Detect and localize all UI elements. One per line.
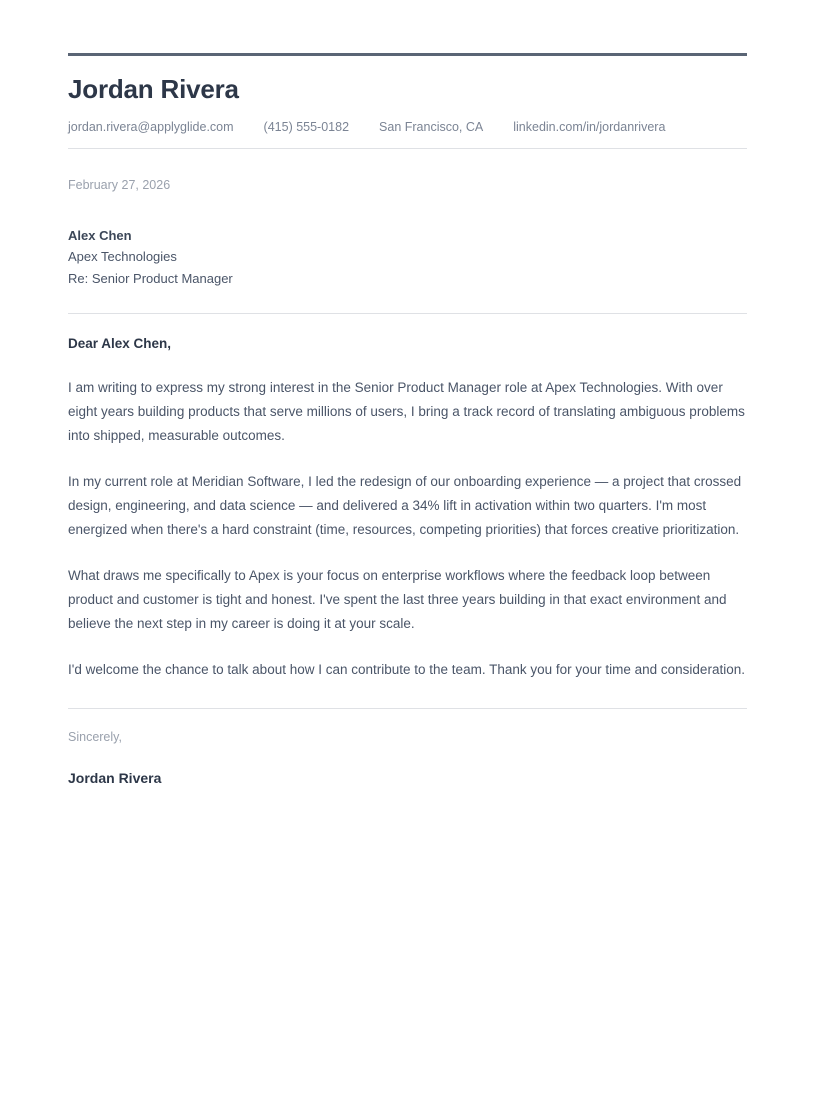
- signature-block: [68, 709, 747, 788]
- closing-salutation: Sincerely,: [68, 730, 122, 745]
- recipient-block: [68, 225, 747, 289]
- subject-line: Re: Senior Product Manager: [68, 270, 233, 286]
- letter-meta-block: [68, 149, 747, 313]
- letter-date: February 27, 2026: [68, 178, 171, 193]
- body-paragraph: I'd welcome the chance to talk about how I can contribute to the team. Thank you for your time and consideration.: [68, 662, 745, 678]
- recipient-name: Alex Chen: [68, 227, 132, 243]
- cover-letter-document: [68, 53, 747, 789]
- salutation: Dear Alex Chen,: [68, 336, 172, 352]
- letterhead-header: [68, 56, 747, 148]
- contact-email: jordan.rivera@applyglide.com: [68, 119, 234, 134]
- recipient-organization: Apex Technologies: [68, 249, 177, 265]
- body-paragraph: What draws me specifically to Apex is your focus on enterprise workflows where the feedback loop between product and customer is tight and honest. I've spent the last three years building in that exact environment and believe the next step in my career is doing it at your scale.: [68, 568, 727, 632]
- page-title: Jordan Rivera: [68, 74, 239, 104]
- body-paragraph: In my current role at Meridian Software, I led the redesign of our onboarding experience — a project that crossed design, engineering, and data science — and delivered a 34% lift in activation within two quarters. I'm most energized when there's a hard constraint (time, resources, competing priorities) that forces creative prioritization.: [68, 474, 742, 538]
- contact-location: San Francisco, CA: [379, 119, 484, 134]
- contact-linkedin: linkedin.com/in/jordanrivera: [513, 119, 666, 134]
- body-paragraph: I am writing to express my strong interest in the Senior Product Manager role at Apex Technologies. With over eight years building products that serve millions of users, I bring a track record of translating ambiguous problems into shipped, measurable outcomes.: [68, 380, 745, 444]
- contact-phone: (415) 555-0182: [263, 119, 350, 134]
- letter-body: [68, 314, 747, 708]
- signer-name: Jordan Rivera: [68, 770, 162, 787]
- contact-info-line: [68, 119, 747, 149]
